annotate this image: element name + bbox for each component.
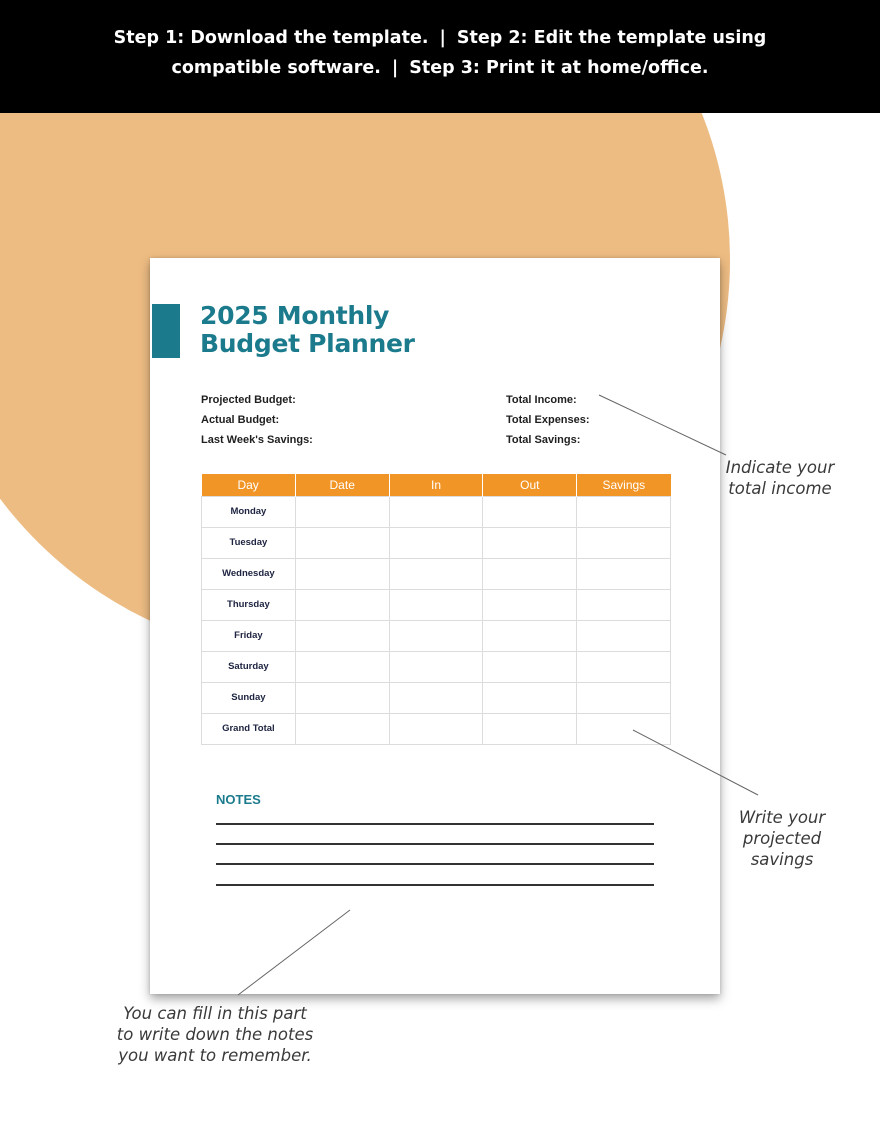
notes-annotation-line-3: you want to remember.: [118, 1046, 312, 1065]
total-savings-label: Total Savings:: [506, 434, 581, 446]
savings-leader-line: [633, 730, 758, 795]
last-week-savings-label: Last Week's Savings:: [201, 434, 313, 446]
step-2-text-cont: compatible software.: [171, 58, 381, 78]
total-expenses-label: Total Expenses:: [506, 414, 590, 426]
projected-budget-label: Projected Budget:: [201, 394, 296, 406]
step-2-text: Step 2: Edit the template using: [456, 28, 767, 48]
row-label-wednesday: Wednesday: [202, 558, 296, 589]
actual-budget-label: Actual Budget:: [201, 414, 280, 426]
header-day: Day: [202, 474, 296, 496]
notes-annotation: [85, 1003, 345, 1066]
income-leader-line: [599, 395, 726, 455]
savings-annotation: [702, 807, 862, 870]
savings-annotation-line-1: Write your: [738, 808, 826, 827]
header-date: Date: [295, 474, 389, 496]
header-savings: Savings: [577, 474, 671, 496]
notes-annotation-line-1: You can fill in this part: [123, 1004, 307, 1023]
header-out: Out: [483, 474, 577, 496]
notes-heading: NOTES: [216, 792, 261, 807]
savings-annotation-line-2: projected: [742, 829, 822, 848]
header-in: In: [389, 474, 483, 496]
step-3-text: Step 3: Print it at home/office.: [409, 58, 709, 78]
row-label-friday: Friday: [202, 620, 296, 651]
row-label-sunday: Sunday: [202, 682, 296, 713]
step-1-text: Step 1: Download the template.: [113, 28, 429, 48]
banner-separator: |: [439, 28, 446, 48]
total-income-label: Total Income:: [506, 394, 577, 406]
notes-annotation-line-2: to write down the notes: [116, 1025, 314, 1044]
income-annotation-line-1: Indicate your: [725, 458, 835, 477]
income-annotation-line-2: total income: [728, 479, 832, 498]
savings-annotation-line-3: savings: [750, 850, 814, 869]
banner-separator: |: [391, 58, 399, 78]
row-label-monday: Monday: [202, 496, 296, 527]
row-label-saturday: Saturday: [202, 651, 296, 682]
income-annotation: [700, 457, 860, 499]
notes-leader-line: [238, 910, 350, 995]
row-label-grand-total: Grand Total: [202, 713, 296, 744]
title-line-1: 2025 Monthly: [200, 301, 390, 330]
title-line-2: Budget Planner: [200, 329, 415, 358]
row-label-tuesday: Tuesday: [202, 527, 296, 558]
row-label-thursday: Thursday: [202, 589, 296, 620]
